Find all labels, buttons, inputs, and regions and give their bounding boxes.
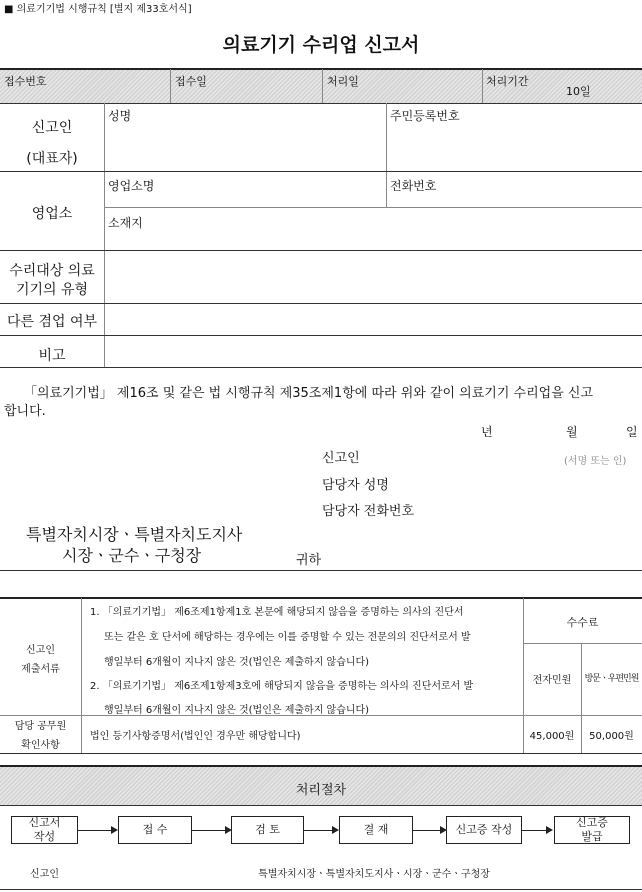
declarant-label: 신고인 — [322, 451, 360, 466]
arrowhead-icon — [111, 826, 118, 834]
regulation-reference: ■ 의료기기법 시행규칙 [별지 제33호서식] — [4, 4, 192, 15]
doc-item1-line1: 1. 「의료기기법」 제6조제1항제1호 본문에 해당되지 않음을 증명하는 의사의 진단서 — [90, 607, 464, 618]
arrowhead-icon — [332, 826, 339, 834]
office-label: 영업소 — [31, 206, 73, 222]
arrowhead-icon — [546, 826, 553, 834]
remarks-label: 비고 — [38, 348, 66, 364]
doc-item1-line3: 행일부터 6개월이 지나지 않은 것(법인은 제출하지 않습니다) — [104, 657, 370, 668]
day-label: 일 — [626, 425, 638, 439]
form-title: 의료기기 수리업 신고서 — [222, 34, 420, 56]
resident-id-field-label: 주민등록번호 — [390, 109, 460, 123]
address-field-label: 소재지 — [108, 216, 143, 230]
step-receive: 접 수 — [118, 816, 192, 844]
repair-type-label-line2: 기기의 유형 — [15, 282, 89, 298]
doc-item2-line2: 행일부터 6개월이 지나지 않은 것(법인은 제출하지 않습니다) — [104, 705, 370, 716]
fee-electronic-value: 45,000원 — [529, 731, 575, 742]
process-period-label: 처리기간 — [486, 75, 529, 88]
signature-note: (서명 또는 인) — [564, 456, 627, 467]
repair-type-label-line1: 수리대상 의료 — [9, 263, 95, 279]
representative-label: (대표자) — [26, 151, 78, 167]
resident-id-field[interactable] — [386, 124, 642, 170]
step-review: 검 토 — [231, 816, 304, 844]
actor-applicant: 신고인 — [30, 869, 59, 880]
official-check-label-line2: 확인사항 — [21, 740, 60, 751]
receipt-number-label: 접수번호 — [4, 75, 47, 88]
remarks-field[interactable] — [104, 336, 642, 367]
month-label: 월 — [566, 425, 578, 439]
phone-field-label: 전화번호 — [390, 179, 437, 193]
address-field[interactable] — [104, 208, 642, 248]
fee-visit-value: 50,000원 — [589, 731, 634, 742]
arrow-icon — [304, 830, 333, 831]
doc-item2-line1: 2. 「의료기기법」 제6조제1항제3호에 해당되지 않음을 증명하는 의사의 진단서로서 발 — [90, 681, 474, 692]
arrow-icon — [413, 830, 441, 831]
step-issue-certificate: 신고증 발급 — [554, 816, 630, 844]
arrow-icon — [192, 830, 226, 831]
staff-phone-label: 담당자 전화번호 — [322, 504, 415, 519]
submit-docs-label-line1: 신고인 — [26, 645, 55, 656]
addressee-line1: 특별자치시장ㆍ특별자치도지사 — [26, 525, 243, 544]
declaration-text-line2: 합니다. — [4, 404, 46, 419]
other-business-field[interactable] — [104, 304, 642, 335]
fee-visit-label: 방문ㆍ우편민원 — [584, 674, 639, 684]
step-approve: 결 재 — [339, 816, 413, 844]
submit-docs-label-line2: 제출서류 — [21, 664, 60, 675]
arrow-icon — [522, 830, 547, 831]
staff-name-label: 담당자 성명 — [322, 478, 389, 493]
arrow-icon — [78, 830, 112, 831]
step-write-form: 신고서 작성 — [11, 816, 78, 844]
name-field[interactable] — [104, 124, 386, 170]
other-business-label: 다른 겸업 여부 — [6, 314, 98, 330]
step-write-certificate: 신고증 작성 — [446, 816, 522, 844]
actor-authority: 특별자치시장ㆍ특별자치도지사ㆍ시장ㆍ군수ㆍ구청장 — [258, 869, 490, 880]
applicant-label: 신고인 — [31, 120, 73, 136]
year-label: 년 — [481, 425, 493, 439]
repair-type-field[interactable] — [104, 251, 642, 303]
fee-electronic-label: 전자민원 — [532, 675, 572, 686]
official-check-label-line1: 담당 공무원 — [14, 721, 67, 732]
fee-label: 수수료 — [566, 616, 599, 629]
process-date-label: 처리일 — [327, 75, 359, 88]
receipt-bar — [0, 68, 642, 103]
addressee-line2: 시장ㆍ군수ㆍ구청장 — [62, 546, 202, 565]
process-period-value: 10일 — [566, 85, 591, 98]
declaration-text-line1: 「의료기기법」 제16조 및 같은 법 시행규칙 제35조제1항에 따라 위와 같이 의료기기 수리업을 신고 — [24, 386, 594, 401]
official-check-item: 법인 등기사항증명서(법인인 경우만 해당합니다) — [90, 731, 301, 742]
doc-item1-line2: 또는 같은 호 단서에 해당하는 경우에는 이를 증명할 수 있는 전문의의 진단서로서 발 — [104, 632, 471, 643]
addressee-suffix: 귀하 — [296, 553, 322, 568]
procedure-title: 처리절차 — [295, 783, 347, 798]
receipt-date-label: 접수일 — [175, 75, 207, 88]
business-name-field-label: 영업소명 — [108, 179, 155, 193]
name-field-label: 성명 — [108, 109, 132, 123]
